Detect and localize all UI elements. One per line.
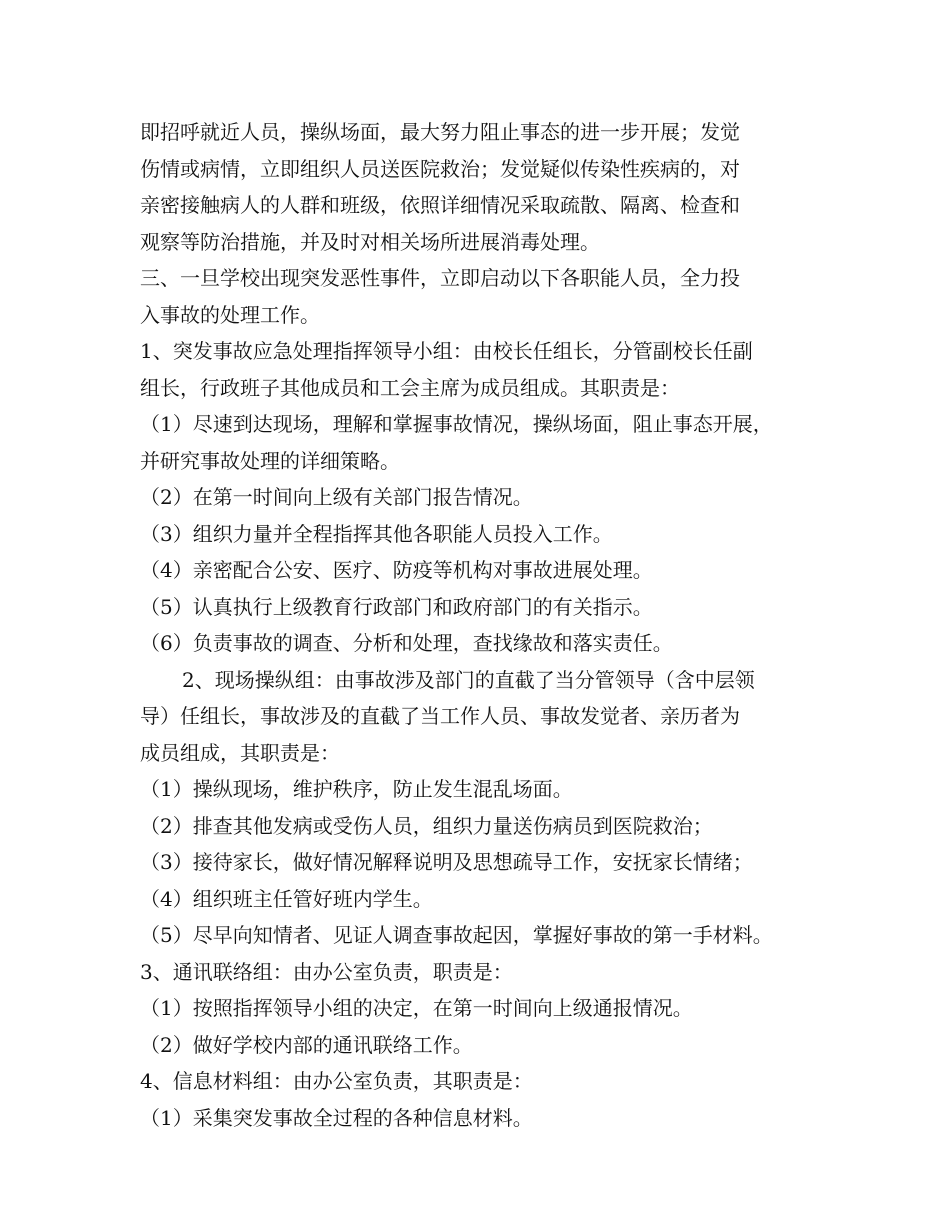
paragraph-line: 即招呼就近人员，操纵场面，最大努力阻止事态的进一步开展；发觉 [140,120,740,144]
paragraph-line: 伤情或病情，立即组织人员送医院救治；发觉疑似传染性疾病的，对 [140,156,740,181]
list-item: （1）操纵现场，维护秩序，防止发生混乱场面。 [140,777,573,801]
list-item: （5）尽早向知情者、见证人调查事故起因，掌握好事故的第一手材料。 [140,923,773,947]
paragraph-line: 入事故的处理工作。 [140,302,320,327]
document-body [140,114,830,1136]
list-item: （2）排查其他发病或受伤人员，组织力量送伤病员到医院救治； [140,813,713,838]
section-heading-3: 三、一旦学校出现突发恶性事件，立即启动以下各职能人员，全力投 [140,266,740,290]
list-item: （4）亲密配合公安、医疗、防疫等机构对事故进展处理。 [140,558,653,582]
item-heading-3: 3、通讯联络组：由办公室负责，职责是： [140,959,513,984]
paragraph-line: 亲密接触病人的人群和班级，依照详细情况采取疏散、隔离、检查和 [140,193,740,217]
list-item: （1）按照指挥领导小组的决定，在第一时间向上级通报情况。 [140,996,693,1020]
paragraph-line: 并研究事故处理的详细策略。 [140,448,400,473]
list-item: （1）尽速到达现场，理解和掌握事故情况，操纵场面，阻止事态开展， [140,412,773,436]
item-heading-1: 1、突发事故应急处理指挥领导小组：由校长任组长，分管副校长任副 [140,339,753,363]
paragraph-line: 观察等防治措施，并及时对相关场所进展消毒处理。 [140,229,600,254]
list-item: （4）组织班主任管好班内学生。 [140,886,433,911]
paragraph-line: 成员组成，其职责是： [140,740,340,765]
list-item: （6）负责事故的调查、分析和处理，查找缘故和落实责任。 [140,631,673,655]
paragraph-line: 导）任组长，事故涉及的直截了当工作人员、事故发觉者、亲历者为 [140,704,740,728]
list-item: （2）在第一时间向上级有关部门报告情况。 [140,485,533,509]
list-item: （3）接待家长，做好情况解释说明及思想疏导工作，安抚家长情绪； [140,850,753,874]
list-item: （2）做好学校内部的通讯联络工作。 [140,1032,473,1057]
item-heading-2: 2、现场操纵组：由事故涉及部门的直截了当分管领导（含中层领 [182,667,755,692]
item-heading-4: 4、信息材料组：由办公室负责，其职责是： [140,1069,533,1093]
list-item: （5）认真执行上级教育行政部门和政府部门的有关指示。 [140,594,653,619]
list-item: （3）组织力量并全程指挥其他各职能人员投入工作。 [140,521,613,546]
list-item: （1）采集突发事故全过程的各种信息材料。 [140,1105,533,1130]
paragraph-line: 组长，行政班子其他成员和工会主席为成员组成。其职责是： [140,375,680,400]
